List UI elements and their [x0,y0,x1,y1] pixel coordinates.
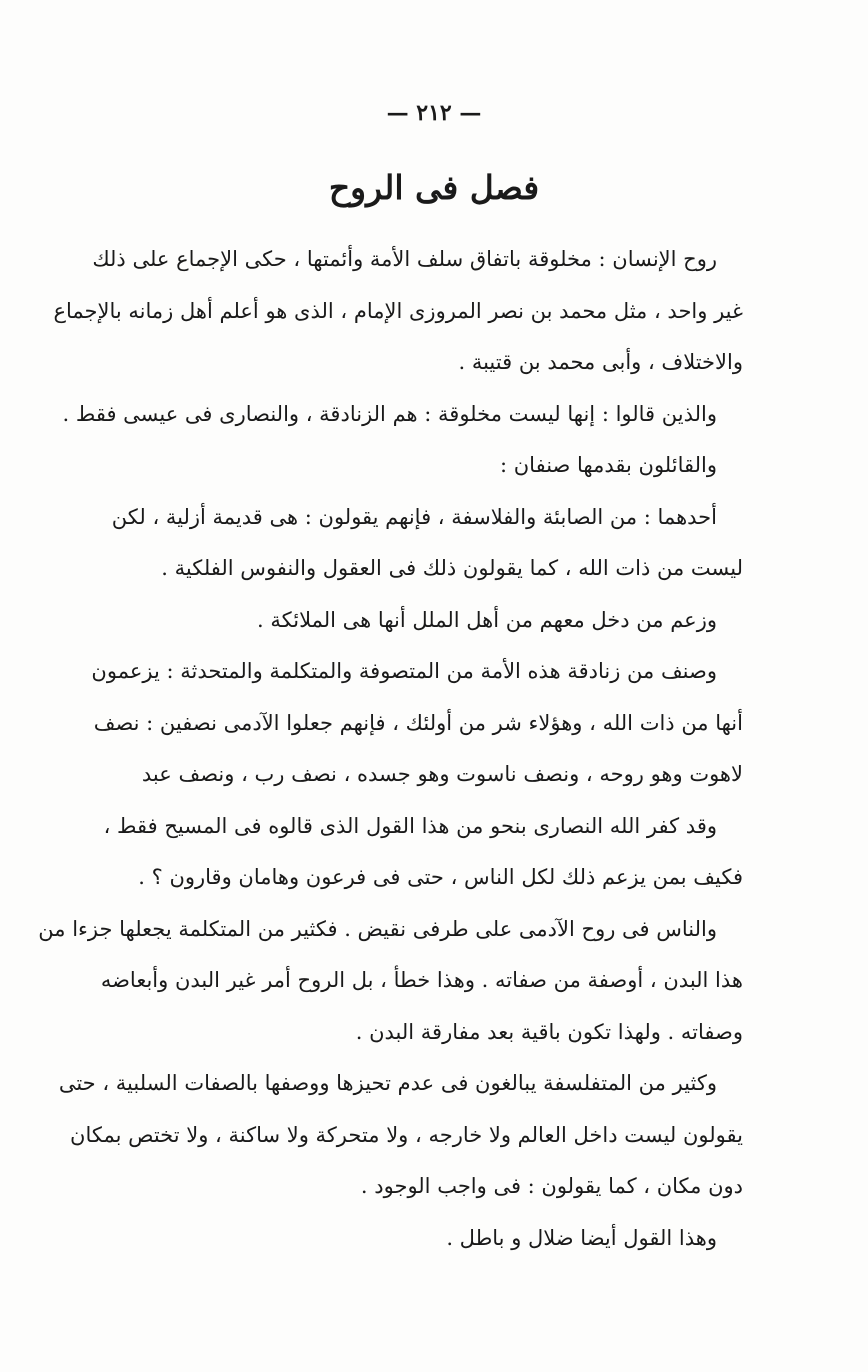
text-line: والاختلاف ، وأبى محمد بن قتيبة . [458,350,743,374]
section-heading: فصل فى الروح [328,168,540,207]
text-line: يقولون ليست داخل العالم ولا خارجه ، ولا متحركة ولا ساكنة ، ولا تختص بمكان [70,1122,743,1147]
text-line: وقد كفر الله النصارى بنحو من هذا القول الذى قالوه فى المسيح فقط ، [103,813,717,838]
text-line: فكيف بمن يزعم ذلك لكل الناس ، حتى فى فرعون وهامان وقارون ؟ . [138,865,743,889]
text-line: أنها من ذات الله ، وهؤلاء شر من أولئك ، فإنهم جعلوا الآدمى نصفين : نصف [93,710,743,735]
text-line: هذا البدن ، أوصفة من صفاته . وهذا خطأ ، بل الروح أمر غير البدن وأبعاضه [100,968,743,992]
body-text [38,234,743,1264]
text-line: وكثير من المتفلسفة يبالغون فى عدم تحيزها ووصفها بالصفات السلبية ، حتى [58,1071,717,1095]
text-line: والذين قالوا : إنها ليست مخلوقة : هم الزنادقة ، والنصارى فى عيسى فقط . [62,401,717,426]
text-line: لاهوت وهو روحه ، ونصف ناسوت وهو جسده ، نصف رب ، ونصف عبد [141,762,743,786]
text-line: وصفاته . ولهذا تكون باقية بعد مفارقة البدن . [355,1019,743,1044]
text-line: دون مكان ، كما يقولون : فى واجب الوجود . [360,1174,743,1198]
text-line: وزعم من دخل معهم من أهل الملل أنها هى الملائكة . [257,607,717,632]
text-line: والناس فى روح الآدمى على طرفى نقيض . فكثير من المتكلمة يجعلها جزءا من [38,916,717,941]
text-line: أحدهما : من الصابئة والفلاسفة ، فإنهم يقولون : هى قديمة أزلية ، لكن [111,504,717,529]
text-line: ليست من ذات الله ، كما يقولون ذلك فى العقول والنفوس الفلكية . [161,556,743,580]
page-number: — ٢١٢ — [386,100,482,126]
text-line: وصنف من زنادقة هذه الأمة من المتصوفة والمتكلمة والمتحدثة : يزعمون [91,659,717,683]
text-line: غير واحد ، مثل محمد بن نصر المروزى الإمام ، الذى هو أعلم أهل زمانه بالإجماع [53,298,743,323]
text-line: روح الإنسان : مخلوقة باتفاق سلف الأمة وأئمتها ، حكى الإجماع على ذلك [92,247,717,271]
text-line: وهذا القول أيضا ضلال و باطل . [446,1225,717,1250]
text-line: والقائلون بقدمها صنفان : [500,453,717,477]
